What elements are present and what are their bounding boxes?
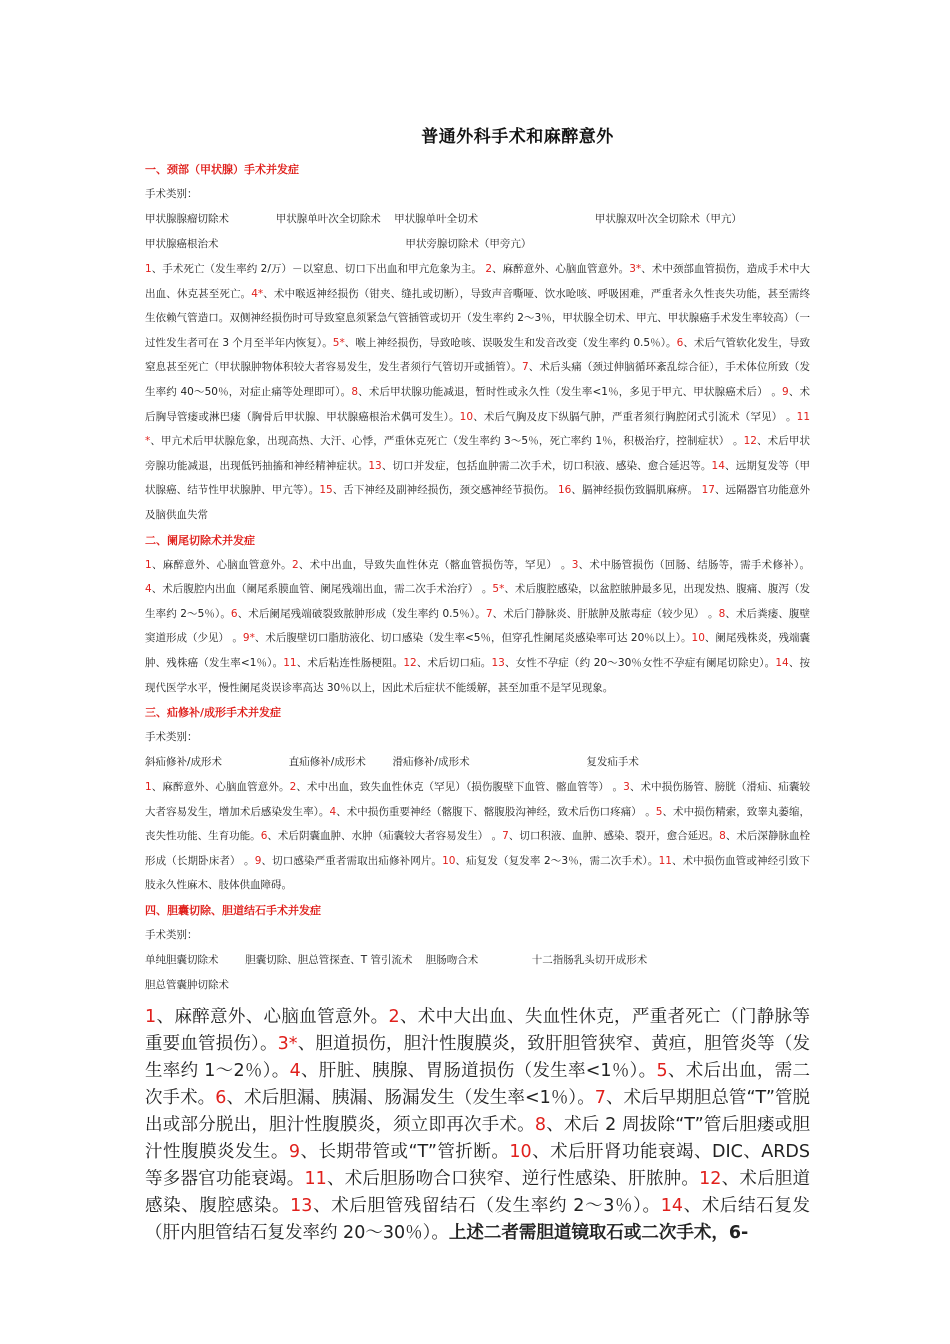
item-text: 、术后甲状腺功能减退，暂时性或永久性（发生率<1％，多见于甲亢、甲状腺癌术后） 。 [358,385,783,398]
item-number: 7 [594,1088,606,1109]
item-text: 、术后阴囊血肿、水肿（疝囊较大者容易发生） 。 [267,830,503,843]
surgery-type-label: 手术类别： [145,929,198,942]
item-text: 、手术死亡（发生率约 2/万）－以窒息、切口下出血和甲亢危象为主。 [151,263,486,275]
item-text: 、切口积液、血肿、感染、裂开，愈合延迟。 [508,830,720,843]
section-heading-hernia: 三、疝修补/成形手术并发症 [145,706,282,720]
item-text: 、术后头痛（颈过伸脑循环紊乱综合征），手术体位所致（发生率约 40～50％，对症止痛等处理即可）。 [145,361,811,398]
surgery-types-row: 胆总管囊肿切除术 [145,979,229,992]
item-text: 、术后粘连性肠梗阻。 [296,656,404,669]
item-number: 15 [319,484,333,497]
item-number: 16 [557,484,572,497]
item-number: 2 [388,1007,400,1028]
document-title: 普通外科手术和麻醉意外 [421,127,614,147]
item-number: 3* [629,263,642,275]
item-text: 、远期复发等（甲状腺癌、结节性甲状腺肿、甲亢等）。 [145,459,811,497]
item-text: 、术中出血，导致失血性休克（髂血管损伤等，罕见） 。 [298,558,572,571]
item-text: 、术后 2 周拔除“T”管后胆瘘或胆汁性腹膜炎发生。 [145,1115,811,1163]
item-number: 1 [145,781,152,794]
item-text: 、术中喉返神经损伤（钳夹、缝扎或切断），导致声音嘶哑、饮水呛咳、呼吸困难，严重者永久性丧失功能，甚至需终生依赖气管造口。双侧神经损伤时可导致窒息须紧急气管插管或切开（发生率约 2～3％，甲状腺全切术、甲亢、甲状腺癌手术发生率较高）（一过性发生者可在 3 个月至半年内恢复）。 [145,287,811,349]
item-text: 、术中颈部血管损伤，造成手术中大出血、休克甚至死亡。 [145,263,810,300]
complication-paragraph-large [145,1004,810,1247]
item-number: 14 [775,656,789,669]
item-number: 11 [658,854,672,867]
item-number: 12 [743,435,757,448]
item-number: 17 [701,484,715,497]
item-number: 9 [254,854,262,867]
item-text: 、术后阑尾残端破裂致脓肿形成（发生率约 0.5％）。 [237,607,486,620]
item-text: 、长期带管或“T”管折断。 [300,1142,510,1163]
item-number: 4 [145,583,152,596]
item-text: 、疝复发（复发率 2～3％，需二次手术）。 [455,854,659,867]
item-number: 7 [521,361,529,374]
item-number: 4* [251,287,264,300]
item-number: 6 [676,336,684,349]
complication-paragraph [145,553,810,701]
item-text: 、术中损伤血管或神经引致下肢永久性麻木、肢体供血障碍。 [145,854,811,892]
item-number: 4 [329,805,337,818]
document-body [145,122,810,1247]
item-text: 、术中损伤重要神经（髂腹下、髂腹股沟神经，致术后伤口疼痛） 。 [336,805,656,818]
item-number: 11* [145,410,811,448]
item-text: 、术后胆肠吻合口狭窄、逆行性感染、肝脓肿。 [326,1169,700,1190]
item-text: 、肝脏、胰腺、胃肠道损伤（发生率<1％）。 [300,1061,657,1082]
item-number: 9* [242,632,255,645]
surgery-types-row: 单纯胆囊切除术 胆囊切除、胆总管探查、T 管引流术 胆肠吻合术 十二指肠乳头切开成形术 [145,954,648,967]
item-number: 10 [442,854,456,867]
item-text: 、舌下神经及副神经损伤，颈交感神经节损伤。 [332,484,558,497]
item-number: 10 [459,410,474,423]
item-text: 、术后甲状旁腺功能减退，出现低钙抽搐和神经精神症状。 [145,435,811,472]
item-number: 11 [304,1169,327,1190]
item-text: 、术后肝肾功能衰竭、DIC、ARDS 等多器官功能衰竭。 [145,1142,811,1190]
item-number: 3 [571,558,579,571]
item-text: 、术后深静脉血栓形成（长期卧床者） 。 [145,830,810,867]
item-number: 3 [623,781,630,794]
item-number: 8 [719,830,726,843]
complication-paragraph [145,257,810,528]
item-number: 1 [145,263,152,275]
item-number: 14 [660,1196,683,1217]
item-number: 5* [492,583,505,596]
item-text: 、术后胆管残留结石（发生率约 2～3％）。 [312,1196,661,1217]
item-number: 6 [230,607,238,620]
surgery-types-row: 甲状腺癌根治术 甲状旁腺切除术（甲旁亢） [145,238,532,250]
item-number: 10 [509,1142,532,1163]
item-number: 2 [291,558,299,571]
section-heading-appendix: 二、阑尾切除术并发症 [145,533,255,547]
item-number: 8 [718,607,726,620]
item-number: 4 [289,1061,301,1082]
item-number: 3* [277,1034,298,1055]
item-text: 、胆道损伤，胆汁性腹膜炎，致肝胆管狭窄、黄疸，胆管炎等（发生率约 1～2％）。 [145,1034,810,1082]
item-text: 、术后切口疝。 [416,656,492,669]
item-number: 5* [332,336,345,349]
surgery-type-label: 手术类别： [145,188,198,200]
item-number: 1 [145,1007,157,1028]
item-number: 9 [782,385,789,398]
bold-summary-text: 上述二者需胆道镜取石或二次手术，6- [448,1223,749,1244]
item-text: 、术后门静脉炎、肝脓肿及脓毒症（较少见） 。 [492,607,719,620]
item-text: 、切口并发症，包括血肿需二次手术，切口积液、感染、愈合延迟等。 [381,459,712,472]
item-text: 、阑尾残株炎，残端囊肿、残株癌（发生率<1％）。 [145,632,810,669]
item-number: 6 [260,830,268,843]
complication-paragraph [145,775,810,898]
item-text: 、术后出血，需二次手术。 [145,1061,810,1109]
item-text: 、术后胆道感染、腹腔感染。 [145,1169,811,1217]
item-number: 2 [289,781,297,794]
item-number: 13 [290,1196,313,1217]
item-number: 7 [485,607,493,620]
item-number: 6 [215,1088,227,1109]
item-number: 12 [403,656,417,669]
item-text: 、麻醉意外、心脑血管意外。 [151,558,292,571]
item-number: 9 [288,1142,301,1163]
item-text: 、喉上神经损伤，导致呛咳、误吸发生和发音改变（发生率约 0.5％）。 [344,336,677,349]
section-heading-gallbladder: 四、胆囊切除、胆道结石手术并发症 [145,904,321,918]
item-text: 、麻醉意外、心脑血管意外。 [156,1007,389,1028]
item-text: 、术中损伤肠管、膀胱（滑疝、疝囊较大者容易发生，增加术后感染发生率）。 [145,781,810,818]
surgery-types-row: 甲状腺腺瘤切除术 甲状腺单叶次全切除术 甲状腺单叶全切术 甲状腺双叶次全切除术（甲亢） [145,213,742,225]
surgery-types-row: 斜疝修补/成形术 直疝修补/成形术 滑疝修补/成形术 复发疝手术 [145,756,639,769]
item-number: 14 [711,459,725,472]
item-text: 、术后胆漏、胰漏、肠漏发生（发生率<1％）。 [226,1088,595,1109]
item-text: 、术后粪瘘、腹壁窦道形成（少见） 。 [145,607,811,645]
item-text: 、术后结石复发（肝内胆管结石复发率约 20～30％）。 [145,1196,810,1244]
item-text: 、麻醉意外、心脑血管意外。 [151,781,290,794]
item-text: 、甲亢术后甲状腺危象，出现高热、大汗、心悸，严重休克死亡（发生率约 3～5％，死亡率约 1％，积极治疗，控制症状） 。 [150,435,744,448]
item-text: 、膈神经损伤致膈肌麻痹。 [571,484,702,497]
item-text: 、术后气胸及皮下纵膈气肿，严重者须行胸腔闭式引流术（罕见） 。 [473,410,797,423]
item-number: 13 [491,656,505,669]
item-text: 、术中出血，致失血性休克（罕见）（损伤腹壁下血管、髂血管等） 。 [296,781,624,794]
item-number: 5 [655,805,663,818]
item-text: 、术后腹腔内出血（阑尾系膜血管、阑尾残端出血，需二次手术治疗） 。 [151,583,493,596]
item-text: 、术后腹壁切口脂肪液化、切口感染（发生率<5％，但穿孔性阑尾炎感染率可达 20％以上）。 [254,632,692,645]
item-number: 8 [351,385,359,398]
item-number: 12 [699,1169,722,1190]
item-number: 8 [534,1115,546,1136]
item-number: 10 [691,632,705,645]
item-text: 、按现代医学水平，慢性阑尾炎误诊率高达 30％以上，因此术后症状不能缓解，甚至加重不是罕见现象。 [145,656,811,694]
section-heading-thyroid: 一、颈部（甲状腺）手术并发症 [145,163,299,176]
item-text: 、术中大出血、失血性休克，严重者死亡（门静脉等重要血管损伤）。 [145,1007,810,1055]
item-text: 、女性不孕症（约 20～30％女性不孕症有阑尾切除史）。 [504,656,776,669]
item-text: 、术后早期胆总管“T”管脱出或部分脱出，胆汁性腹膜炎，须立即再次手术。 [145,1088,811,1136]
item-text: 、术后腹腔感染，以盆腔脓肿最多见，出现发热、腹痛、腹泻（发生率约 2～5％）。 [145,583,810,620]
item-text: 、切口感染严重者需取出疝修补网片。 [261,854,443,867]
item-number: 7 [502,830,509,843]
item-text: 、术后胸导管瘘或淋巴瘘（胸骨后甲状腺、甲状腺癌根治术偶可发生）。 [145,385,811,423]
item-number: 13 [368,459,382,472]
item-text: 、术中损伤精索，致睾丸萎缩，丧失性功能、生育功能。 [145,805,811,843]
item-text: 、术后气管软化发生，导致窒息甚至死亡（甲状腺肿物体积较大者容易发生，发生者须行气管切开或插管）。 [145,336,811,374]
item-number: 2 [485,263,493,275]
item-text: 、术中肠管损伤（回肠、结肠等，需手术修补）。 [578,558,811,571]
surgery-type-label: 手术类别： [145,731,198,744]
item-number: 5 [656,1061,668,1082]
item-number: 11 [283,656,297,669]
item-number: 1 [145,558,152,571]
item-text: 、麻醉意外、心脑血管意外。 [492,263,630,275]
item-text: 、远隔器官功能意外及脑供血失常 [145,484,810,521]
